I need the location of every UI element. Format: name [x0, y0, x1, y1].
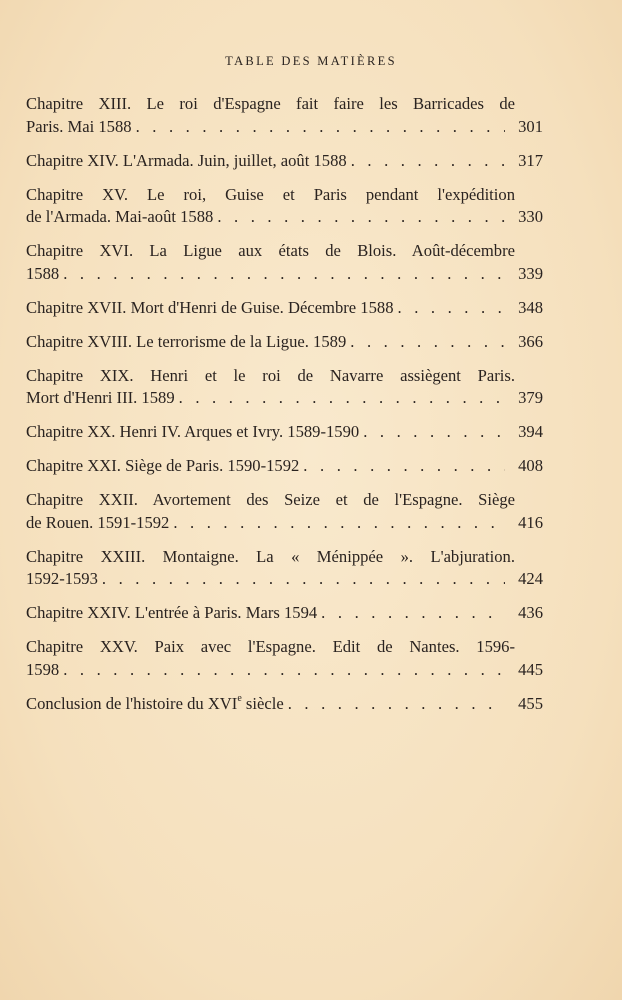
- dot-leader: [63, 263, 505, 286]
- toc-entry-14: [26, 150, 543, 173]
- entry-title-end: 1588: [26, 263, 60, 283]
- century-superscript: e: [237, 692, 242, 704]
- dot-leader: [63, 659, 505, 682]
- entry-title-end: Chapitre XVII. Mort d'Henri de Guise. Décembre 1588: [26, 297, 394, 317]
- entry-title-end: Chapitre XIV. L'Armada. Juin, juillet, août 1588: [26, 150, 347, 170]
- entry-title-end: 1592-1593: [26, 569, 98, 588]
- entry-title-end: de l'Armada. Mai-août 1588: [26, 207, 214, 226]
- entry-title-end: Paris. Mai 1588: [26, 116, 132, 136]
- entry-title-line: Chapitre XVI. La Ligue aux états de Blois. Août-décembre: [26, 241, 515, 260]
- toc-entry-17: [26, 297, 543, 320]
- dot-leader: [217, 206, 505, 229]
- page-number: 348: [518, 297, 543, 317]
- page-number: 301: [518, 116, 543, 136]
- entry-title-end: de Rouen. 1591-1592: [26, 512, 170, 532]
- toc-entry-18: [26, 331, 543, 354]
- page-number: 424: [518, 569, 543, 588]
- page-number: 455: [518, 693, 543, 713]
- page-number: 416: [518, 512, 543, 532]
- entry-title-end: Chapitre XXI. Siège de Paris. 1590-1592: [26, 456, 300, 475]
- dot-leader: [398, 297, 506, 320]
- conclusion-text-end: siècle: [241, 693, 284, 713]
- entry-title-line: Chapitre XIII. Le roi d'Espagne fait faire les Barricades de: [26, 94, 515, 113]
- toc-entry-conclusion: [26, 693, 543, 716]
- toc-entry-22: [26, 489, 543, 534]
- entry-title-end: 1598: [26, 659, 60, 679]
- page-number: 379: [518, 388, 543, 407]
- entry-title-line: Chapitre XXII. Avortement des Seize et de l'Espagne. Siège: [26, 490, 515, 509]
- toc-entry-25: [26, 636, 543, 681]
- page-number: 330: [518, 207, 543, 226]
- dot-leader: [363, 421, 505, 444]
- entry-title-end: Chapitre XX. Henri IV. Arques et Ivry. 1589-1590: [26, 422, 360, 441]
- toc-entry-23: [26, 546, 543, 591]
- entry-title-line: Chapitre XXIII. Montaigne. La « Ménippée ». L'abjuration.: [26, 546, 515, 566]
- dot-leader: [350, 331, 505, 354]
- dot-leader: [136, 116, 505, 139]
- page-number: 366: [518, 331, 543, 351]
- entry-title-end: [26, 693, 284, 716]
- dot-leader: [179, 387, 505, 410]
- table-of-contents: [26, 93, 543, 727]
- page-header: TABLE DES MATIÈRES: [225, 54, 397, 68]
- toc-entry-19: [26, 365, 543, 410]
- page-number: 339: [518, 263, 543, 283]
- dot-leader: [288, 693, 505, 716]
- dot-leader: [102, 568, 505, 591]
- page-number: 436: [518, 603, 543, 622]
- page-number: 317: [518, 150, 543, 170]
- dot-leader: [351, 150, 505, 173]
- toc-entry-24: [26, 602, 543, 625]
- toc-entry-15: [26, 184, 543, 229]
- entry-title-end: Chapitre XVIII. Le terrorisme de la Ligue. 1589: [26, 331, 347, 351]
- dot-leader: [303, 455, 505, 478]
- toc-entry-21: [26, 455, 543, 478]
- toc-entry-13: [26, 93, 543, 138]
- entry-title-line: Chapitre XXV. Paix avec l'Espagne. Edit de Nantes. 1596-: [26, 637, 515, 656]
- toc-entry-20: [26, 421, 543, 444]
- toc-entry-16: [26, 240, 543, 285]
- entry-title-line: Chapitre XV. Le roi, Guise et Paris pendant l'expédition: [26, 184, 515, 204]
- entry-title-end: Chapitre XXIV. L'entrée à Paris. Mars 1594: [26, 603, 318, 622]
- dot-leader: [321, 602, 505, 625]
- page-number: 445: [518, 659, 543, 679]
- conclusion-text: Conclusion de l'histoire du XVI: [26, 693, 238, 713]
- dot-leader: [173, 512, 505, 535]
- page-number: 394: [518, 422, 543, 441]
- entry-title-end: Mort d'Henri III. 1589: [26, 388, 175, 407]
- page-number: 408: [518, 456, 543, 475]
- entry-title-line: Chapitre XIX. Henri et le roi de Navarre assiègent Paris.: [26, 365, 515, 385]
